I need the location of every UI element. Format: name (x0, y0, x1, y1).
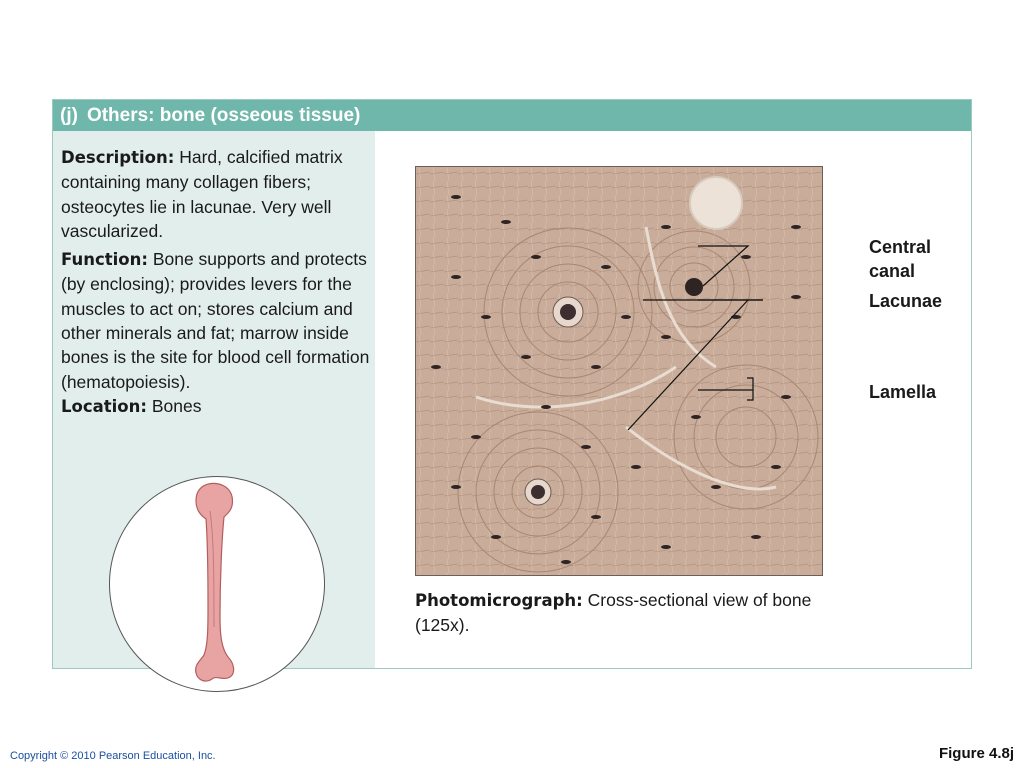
function-text: Bone supports and protects (by enclosing); provides levers for the muscles to act on; stores calcium and other minerals and fat; marrow inside bones is the site for blood cell formation (hematopoiesis). (61, 249, 370, 392)
description-term: Description: (61, 148, 175, 167)
femur-bone-icon (110, 477, 325, 692)
label-lacunae: Lacunae (869, 291, 943, 311)
photomicrograph-caption (415, 588, 835, 637)
figure-number: Figure 4.8j (938, 745, 1014, 762)
caption-term: Photomicrograph: (415, 591, 583, 610)
copyright-notice: Copyright © 2010 Pearson Education, Inc. (10, 750, 216, 762)
text-column (53, 131, 375, 668)
location-text: Bones (151, 395, 202, 416)
figure-panel (52, 99, 972, 669)
label-central-canal: Central canal (869, 237, 932, 281)
panel-header (53, 100, 971, 131)
label-lamella: Lamella (869, 382, 937, 402)
function-term: Function: (61, 250, 148, 270)
bone-photomicrograph (415, 166, 823, 576)
description-block (61, 145, 373, 419)
panel-letter: (j) (60, 105, 78, 126)
caption-text: Cross-sectional view of bone (125x). (415, 590, 812, 635)
panel-title: Others: bone (osseous tissue) (86, 105, 361, 126)
location-term: Location: (61, 396, 147, 416)
description-text: Hard, calcified matrix containing many collagen fibers; osteocytes lie in lacunae. Very well vascularized. (61, 147, 343, 241)
bone-illustration-circle (109, 476, 325, 692)
osteon-micrograph-image (416, 167, 823, 576)
